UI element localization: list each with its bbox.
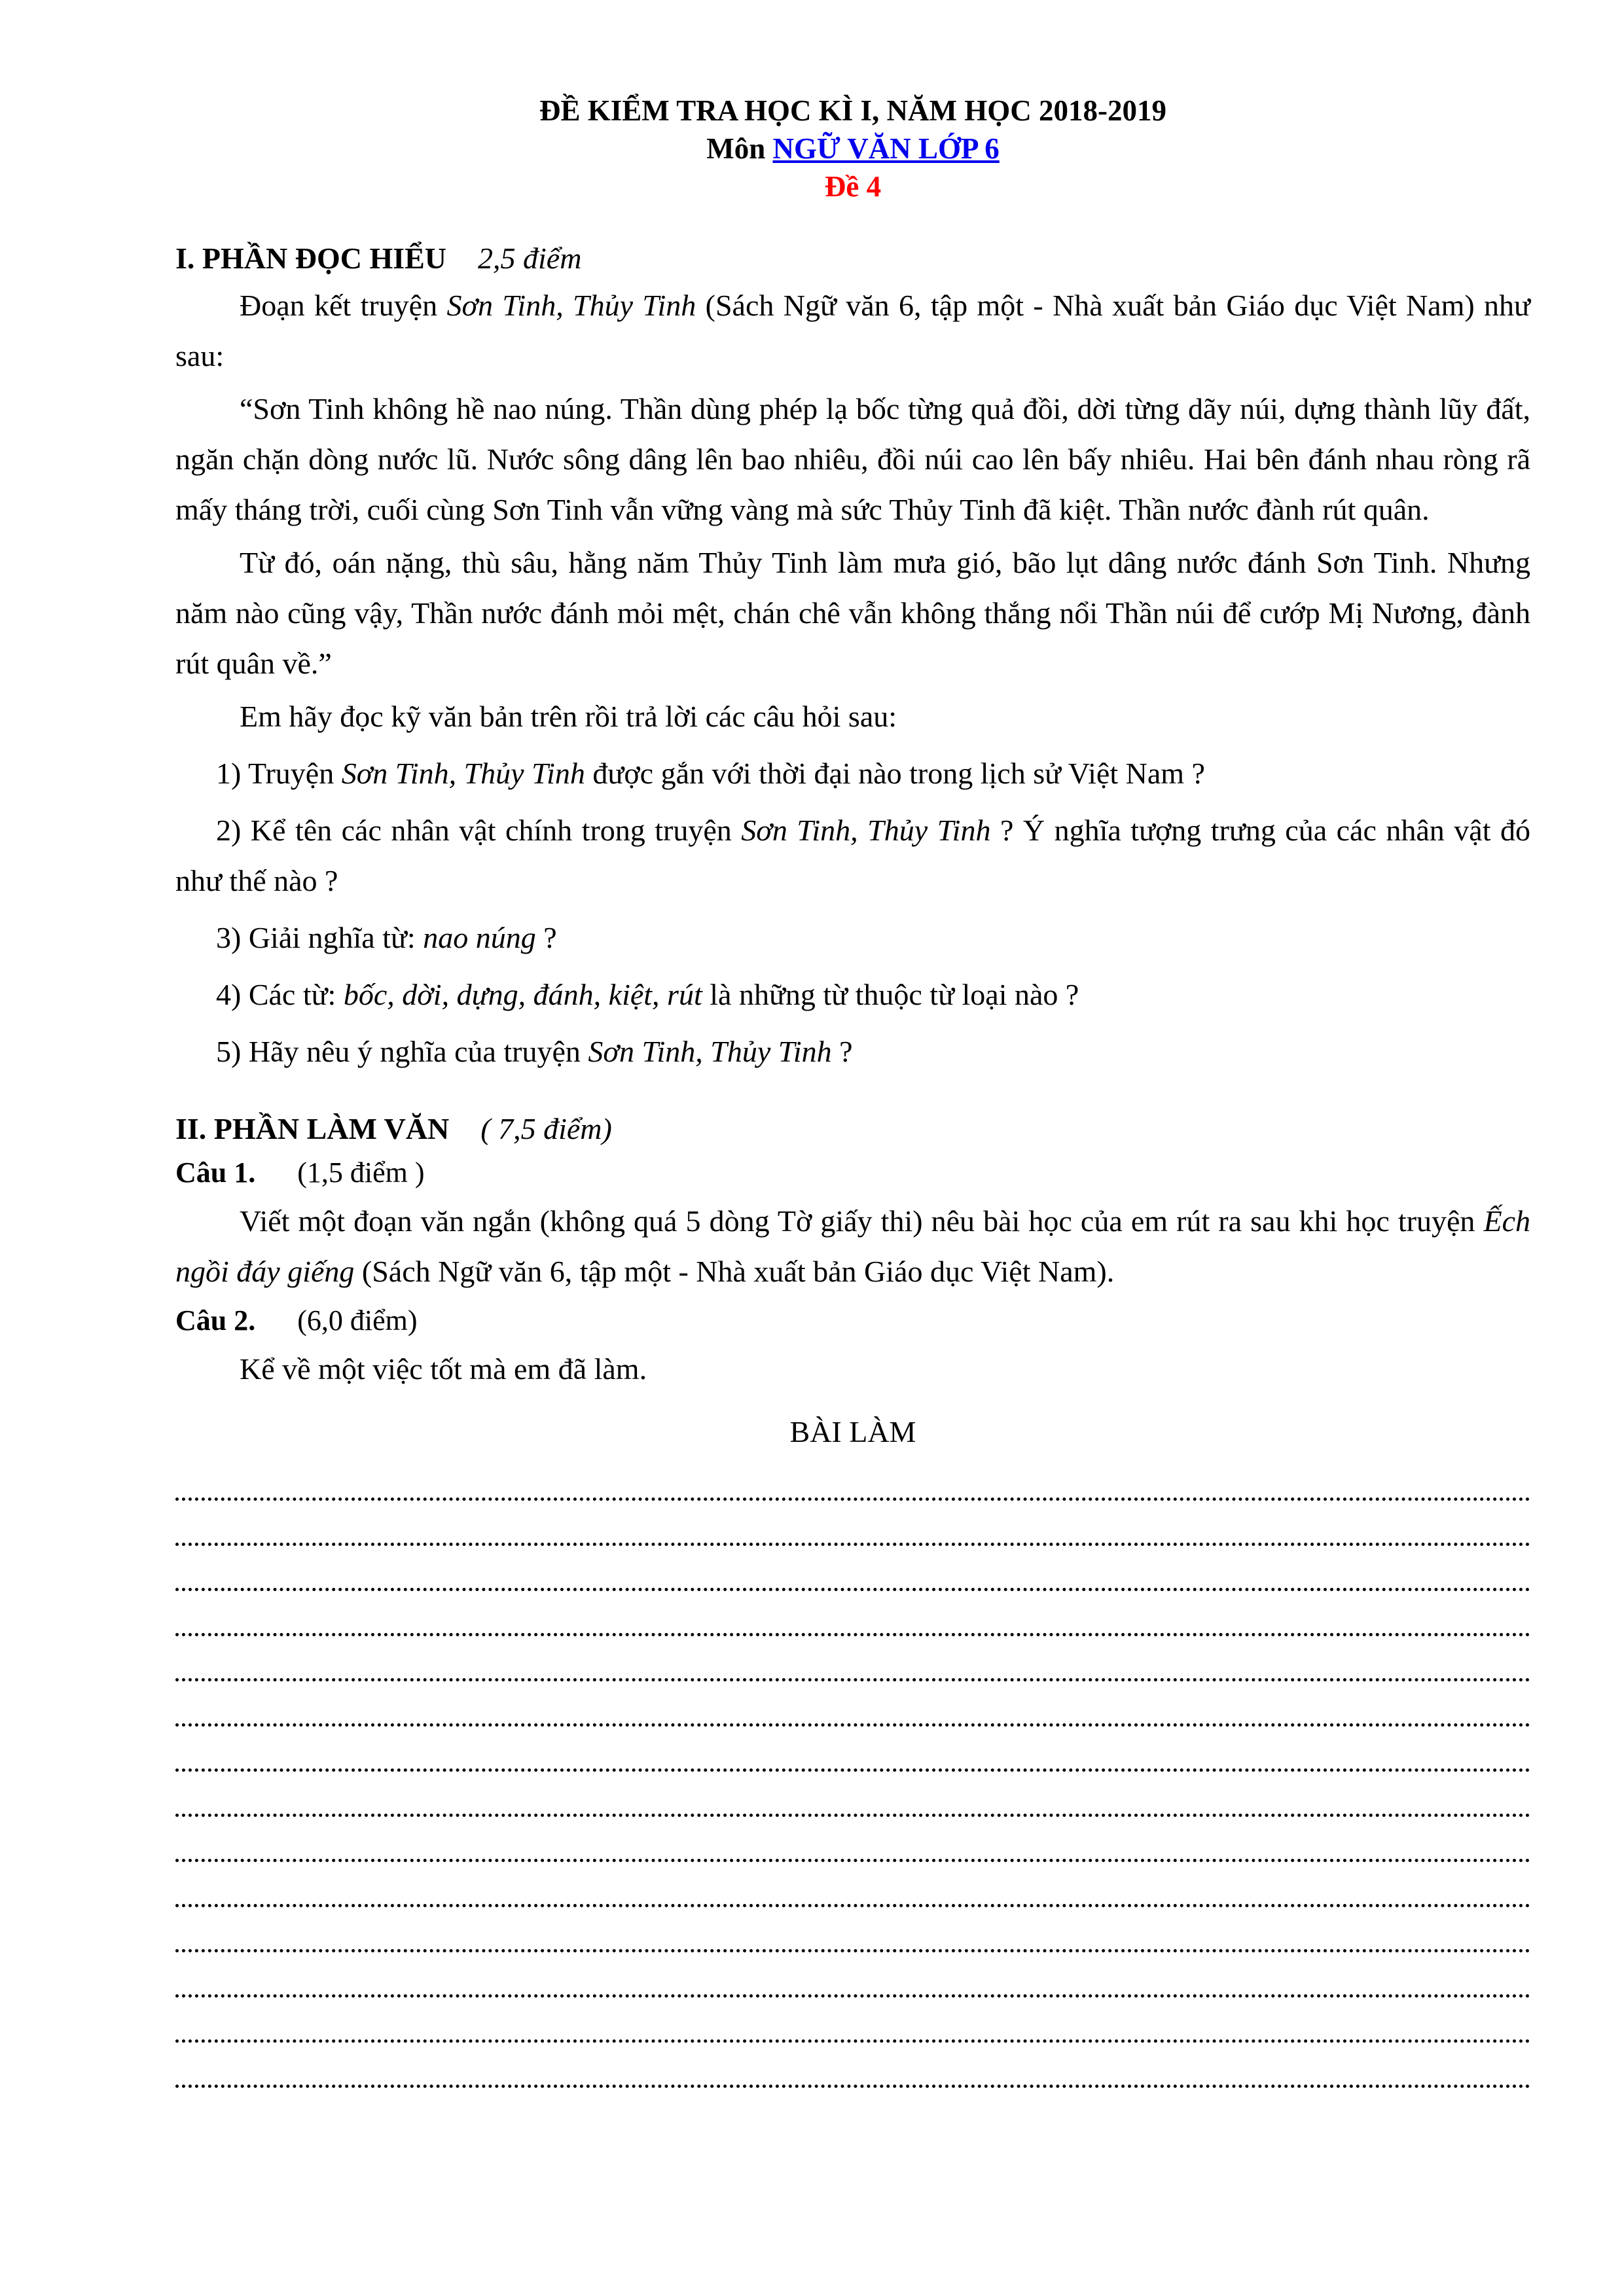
q3-end: ?	[535, 921, 557, 954]
answer-line	[175, 1456, 1530, 1501]
q2-end: ? Ý nghĩa tượng trưng của các nhân vật đó như thế nào ?	[175, 814, 1530, 897]
q2-text: 2) Kể tên các nhân vật chính trong truyện	[216, 814, 742, 847]
intro-text-end: (Sách Ngữ văn 6, tập một - Nhà xuất bản Giáo dục Việt Nam) như sau:	[175, 289, 1530, 372]
cau1-points: (1,5 điểm )	[297, 1157, 425, 1189]
story-title: Sơn Tinh, Thủy Tinh	[446, 289, 696, 322]
bailam-title: BÀI LÀM	[789, 1415, 916, 1448]
q1-text: 1) Truyện	[216, 757, 342, 790]
question-4	[175, 969, 1530, 1020]
question-1	[175, 748, 1530, 798]
exam-title: ĐỀ KIỂM TRA HỌC KÌ I, NĂM HỌC 2018-2019	[539, 94, 1166, 127]
answer-line	[175, 1681, 1530, 1727]
answer-line	[175, 1591, 1530, 1636]
cau1-heading	[175, 1153, 1530, 1193]
q4-text: 4) Các từ:	[216, 978, 344, 1011]
q4-end: là những từ thuộc từ loại nào ?	[702, 978, 1079, 1011]
section1-title: I. PHẦN ĐỌC HIỂU	[175, 242, 447, 275]
quote-paragraph-1: “Sơn Tinh không hề nao núng. Thần dùng phép lạ bốc từng quả đồi, dời từng dãy núi, dựng thành lũy đất, ngăn chặn dòng nước lũ. Nước sông dâng lên bao nhiêu, đồi núi cao lên bấy nhiêu. Hai bên đánh nhau ròng rã mấy tháng trời, cuối cùng Sơn Tinh vẫn vững vàng mà sức Thủy Tinh đã kiệt. Thần nước đành rút quân.	[175, 392, 1530, 526]
cau2-points: (6,0 điểm)	[297, 1304, 418, 1336]
answer-lines	[175, 1456, 1530, 2088]
q1-story: Sơn Tinh, Thủy Tinh	[341, 757, 585, 790]
q5-story: Sơn Tinh, Thủy Tinh	[588, 1035, 832, 1068]
section2-heading	[175, 1109, 1530, 1149]
answer-line	[175, 2043, 1530, 2088]
q3-text: 3) Giải nghĩa từ:	[216, 921, 424, 954]
answer-line	[175, 1546, 1530, 1591]
cau1-text	[175, 1196, 1530, 1297]
answer-line	[175, 1998, 1530, 2043]
question-2	[175, 805, 1530, 906]
answer-line	[175, 1636, 1530, 1681]
subject-line	[175, 130, 1530, 168]
cau1-label: Câu 1.	[175, 1157, 256, 1189]
section1-heading	[175, 240, 1530, 278]
answer-line	[175, 1772, 1530, 1817]
q5-end: ?	[831, 1035, 853, 1068]
instruction: Em hãy đọc kỹ văn bản trên rồi trả lời các câu hỏi sau:	[240, 700, 897, 733]
answer-line	[175, 1952, 1530, 1998]
cau1-story: Ếch ngồi đáy giếng	[175, 1204, 1530, 1288]
subject-link[interactable]: NGỮ VĂN LỚP 6	[772, 132, 1000, 165]
question-3	[175, 912, 1530, 963]
answer-line	[175, 1727, 1530, 1772]
cau1-text-c: (Sách Ngữ văn 6, tập một - Nhà xuất bản Giáo dục Việt Nam).	[354, 1255, 1115, 1288]
q4-words: bốc, dời, dựng, đánh, kiệt, rút	[343, 978, 702, 1011]
cau2-label: Câu 2.	[175, 1304, 256, 1336]
exam-header	[175, 92, 1530, 206]
cau2-text: Kể về một việc tốt mà em đã làm.	[240, 1352, 647, 1386]
answer-line	[175, 1501, 1530, 1546]
page-content	[175, 92, 1530, 2088]
quote-paragraph-2: Từ đó, oán nặng, thù sâu, hằng năm Thủy Tinh làm mưa gió, bão lụt dâng nước đánh Sơn Tinh. Nhưng năm nào cũng vậy, Thần nước đánh mỏi mệt, chán chê vẫn không thắng nổi Thần núi để cướp Mị Nương, đành rút quân về.”	[175, 546, 1530, 680]
exam-number: Đề 4	[824, 170, 882, 203]
question-5	[175, 1026, 1530, 1077]
intro-paragraph	[175, 280, 1530, 381]
subject-prefix: Môn	[706, 132, 766, 165]
section2-points: ( 7,5 điểm)	[480, 1112, 612, 1145]
q5-text: 5) Hãy nêu ý nghĩa của truyện	[216, 1035, 588, 1068]
cau1-text-a: Viết một đoạn văn ngắn (không quá 5 dòng Tờ giấy thi) nêu bài học của em rút ra sau khi học truyện	[240, 1204, 1484, 1238]
q1-end: được gắn với thời đại nào trong lịch sử Việt Nam ?	[585, 757, 1205, 790]
section1-points: 2,5 điểm	[478, 242, 582, 275]
q2-story: Sơn Tinh, Thủy Tinh	[741, 814, 991, 847]
section2-title: II. PHẦN LÀM VĂN	[175, 1112, 450, 1145]
cau2-heading	[175, 1300, 1530, 1341]
intro-text: Đoạn kết truyện	[240, 289, 447, 322]
answer-line	[175, 1817, 1530, 1862]
answer-line	[175, 1907, 1530, 1952]
q3-word: nao núng	[423, 921, 536, 954]
answer-line	[175, 1862, 1530, 1907]
